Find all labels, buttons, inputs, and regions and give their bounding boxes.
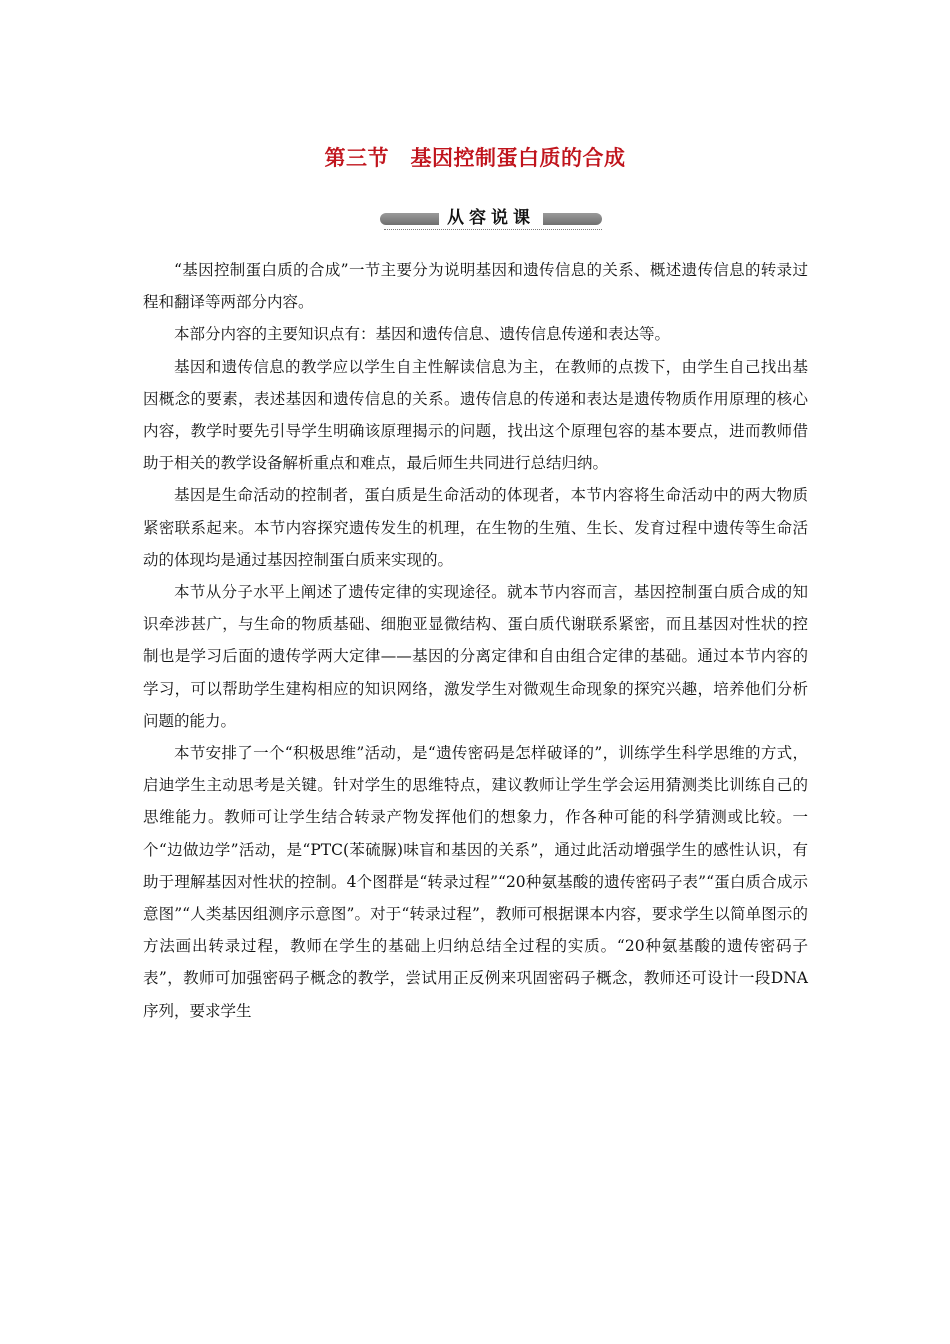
- section-heading-label: 从容说课: [439, 208, 543, 228]
- paragraph: “基因控制蛋白质的合成”一节主要分为说明基因和遗传信息的关系、概述遗传信息的转录过程和翻译等两部分内容。: [143, 261, 808, 312]
- paragraph: 本节从分子水平上阐述了遗传定律的实现途径。就本节内容而言，基因控制蛋白质合成的知识牵涉甚广，与生命的物质基础、细胞亚显微结构、蛋白质代谢联系紧密，而且基因对性状的控制也是学习后面的遗传学两大定律——基因的分离定律和自由组合定律的基础。通过本节内容的学习，可以帮助学生建构相应的知识网络，激发学生对微观生命现象的探究兴趣，培养他们分析问题的能力。: [143, 583, 808, 730]
- paragraph: 基因和遗传信息的教学应以学生自主性解读信息为主，在教师的点拨下，由学生自己找出基因概念的要素，表述基因和遗传信息的关系。遗传信息的传递和表达是遗传物质作用原理的核心内容，教学时要先引导学生明确该原理揭示的问题，找出这个原理包容的基本要点，进而教师借助于相关的教学设备解析重点和难点，最后师生共同进行总结归纳。: [143, 357, 808, 473]
- paragraph: 基因是生命活动的控制者，蛋白质是生命活动的体现者，本节内容将生命活动中的两大物质紧密联系起来。本节内容探究遗传发生的机理，在生物的生殖、生长、发育过程中遗传等生命活动的体现均是通过基因控制蛋白质来实现的。: [143, 486, 808, 569]
- paragraph: 本部分内容的主要知识点有：基因和遗传信息、遗传信息传递和表达等。: [174, 325, 671, 344]
- body-text: [143, 254, 808, 1027]
- section-heading: [380, 206, 602, 230]
- paragraph: 本节安排了一个“积极思维”活动，是“遗传密码是怎样破译的”，训练学生科学思维的方式，启迪学生主动思考是关键。针对学生的思维特点，建议教师让学生学会运用猜测类比训练自己的思维能力。教师可让学生结合转录产物发挥他们的想象力，作各种可能的科学猜测或比较。一个“边做边学”活动，是“PTC(苯硫脲)味盲和基因的关系”，通过此活动增强学生的感性认识，有助于理解基因对性状的控制。4个图群是“转录过程”“20种氨基酸的遗传密码子表”“蛋白质合成示意图”“人类基因组测序示意图”。对于“转录过程”，教师可根据课本内容，要求学生以简单图示的方法画出转录过程，教师在学生的基础上归纳总结全过程的实质。“20种氨基酸的遗传密码子表”，教师可加强密码子概念的教学，尝试用正反例来巩固密码子概念，教师还可设计一段DNA序列，要求学生: [143, 744, 808, 1020]
- page-title: 第三节 基因控制蛋白质的合成: [324, 146, 626, 170]
- section-banner: [380, 206, 602, 232]
